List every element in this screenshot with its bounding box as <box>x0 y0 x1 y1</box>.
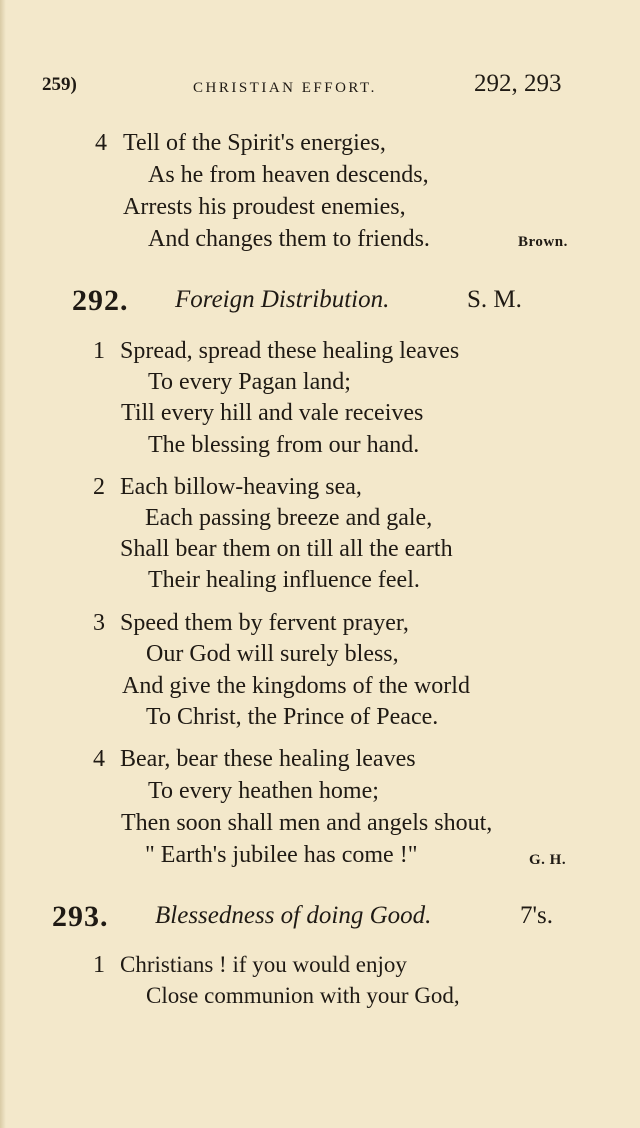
verse-line: Spread, spread these healing leaves <box>120 338 460 364</box>
hymn-number: 292. <box>72 284 129 317</box>
hymn-title: Foreign Distribution. <box>175 286 390 313</box>
verse-line: Till every hill and vale receives <box>121 400 424 426</box>
verse-line: Shall bear them on till all the earth <box>120 536 453 562</box>
verse-line: Close communion with your God, <box>146 983 460 1008</box>
verse-line: Then soon shall men and angels shout, <box>121 810 493 836</box>
verse-line: Bear, bear these healing leaves <box>120 746 416 772</box>
stanza-number: 3 <box>93 610 105 636</box>
verse-line: The blessing from our hand. <box>148 432 420 458</box>
verse-line: Their healing influence feel. <box>148 567 420 593</box>
stanza-number: 1 <box>93 338 105 364</box>
author-attribution: G. H. <box>529 852 567 868</box>
hymn-number: 293. <box>52 900 109 933</box>
stanza-number: 1 <box>93 952 105 978</box>
stanza-number: 2 <box>93 474 105 500</box>
page-edge-shadow <box>0 0 6 1128</box>
stanza-number: 4 <box>95 130 107 156</box>
running-title: CHRISTIAN EFFORT. <box>193 80 377 96</box>
stanza-number: 4 <box>93 746 105 772</box>
verse-line: And changes them to friends. <box>148 226 430 252</box>
verse-line: Speed them by fervent prayer, <box>120 610 409 636</box>
verse-line: And give the kingdoms of the world <box>122 673 470 699</box>
hymn-meter: 7's. <box>520 902 553 929</box>
hymn-title: Blessedness of doing Good. <box>155 902 432 929</box>
verse-line: Christians ! if you would enjoy <box>120 952 407 977</box>
hymn-range: 292, 293 <box>474 70 562 97</box>
verse-line: Arrests his proudest enemies, <box>123 194 406 220</box>
verse-line: " Earth's jubilee has come !" <box>145 842 418 868</box>
verse-line: To every Pagan land; <box>148 369 351 395</box>
verse-line: As he from heaven descends, <box>148 162 429 188</box>
verse-line: To every heathen home; <box>148 778 379 804</box>
verse-line: Each billow-heaving sea, <box>120 474 362 500</box>
verse-line: Tell of the Spirit's energies, <box>123 130 386 156</box>
verse-line: To Christ, the Prince of Peace. <box>146 704 439 730</box>
page-number: 259) <box>42 74 77 95</box>
verse-line: Our God will surely bless, <box>146 641 399 667</box>
verse-line: Each passing breeze and gale, <box>145 505 433 531</box>
hymn-meter: S. M. <box>467 286 522 313</box>
author-attribution: Brown. <box>518 234 568 250</box>
